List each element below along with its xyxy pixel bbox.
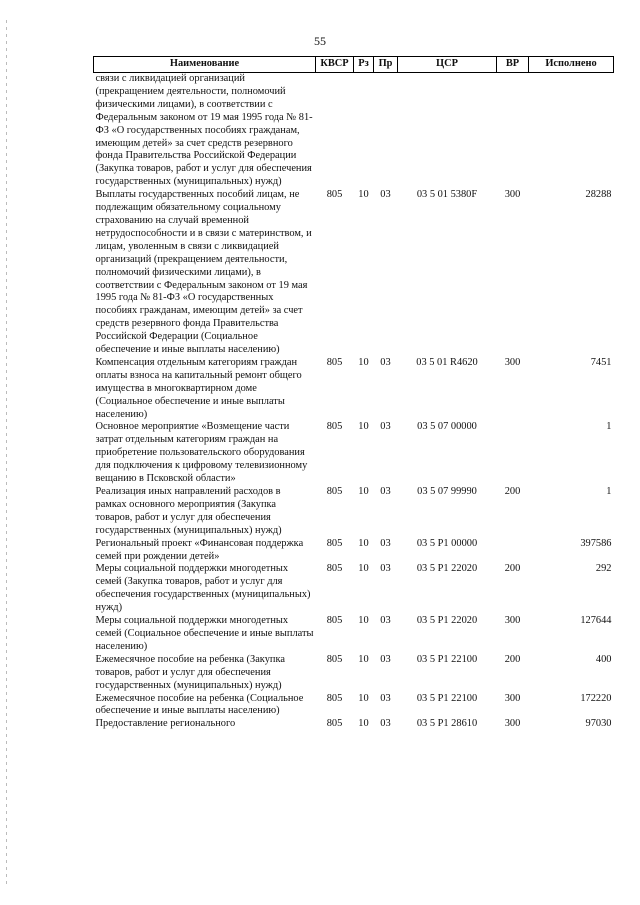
header-amount: Исполнено (529, 57, 614, 73)
cell-amount: 97030 (585, 718, 612, 730)
cell-amount: 127644 (580, 615, 612, 627)
table-row (94, 693, 614, 719)
table-row (94, 421, 614, 486)
cell-vr (497, 538, 529, 564)
page-number: 55 (314, 34, 326, 48)
cell-kvsr: 805 (326, 486, 343, 497)
cell-csr: 03 5 P1 22100 (416, 653, 478, 665)
cell-csr: 03 5 P1 22020 (416, 563, 478, 575)
cell-amount: 1 (606, 421, 612, 433)
cell-rz: 10 (358, 486, 369, 497)
cell-amount: 1 (606, 486, 612, 497)
cell-vr: 300 (504, 189, 521, 201)
cell-pr: 03 (380, 718, 391, 730)
cell-csr: 03 5 07 00000 (417, 421, 477, 433)
cell-rz (354, 73, 374, 190)
cell-vr: 200 (504, 563, 521, 575)
cell-kvsr: 805 (326, 563, 343, 575)
cell-csr: 03 5 P1 22020 (416, 615, 478, 627)
header-csr: ЦСР (398, 57, 497, 73)
cell-name: Региональный проект «Финансовая поддержка семей при рождении детей» (95, 537, 304, 562)
cell-name: Меры социальной поддержки многодетных семей (Закупка товаров, работ и услуг для обеспечения государственных (муниципальных) нужд) (95, 563, 311, 614)
cell-pr: 03 (380, 653, 391, 665)
cell-amount: 400 (595, 653, 612, 665)
header-rz: Рз (354, 57, 374, 73)
scan-edge (6, 20, 7, 885)
cell-amount: 397586 (580, 537, 612, 549)
cell-kvsr: 805 (326, 356, 343, 368)
cell-pr: 03 (380, 189, 391, 201)
cell-name: Основное мероприятие «Возмещение части затрат отдельным категориям граждан на приобретение пользовательского оборудования для подключения к цифровому телевизионному вещанию в Псковской области» (95, 421, 308, 485)
cell-csr: 03 5 01 5380F (416, 189, 478, 201)
cell-kvsr: 805 (326, 421, 343, 433)
cell-pr: 03 (380, 615, 391, 627)
cell-name: Ежемесячное пособие на ребенка (Социальное обеспечение и иные выплаты населению) (95, 692, 304, 717)
cell-rz: 10 (358, 189, 369, 201)
cell-name: Реализация иных направлений расходов в рамках основного мероприятия (Закупка товаров, работ и услуг для обеспечения государственных (муниципальных) нужд) (95, 486, 282, 536)
table-row (94, 357, 614, 422)
cell-name: Ежемесячное пособие на ребенка (Закупка товаров, работ и услуг для обеспечения государственных (муниципальных) нужд) (95, 653, 285, 691)
table-row (94, 615, 614, 654)
cell-kvsr: 805 (326, 537, 343, 549)
table-row (94, 189, 614, 357)
cell-rz: 10 (358, 421, 369, 433)
cell-vr: 200 (504, 653, 521, 665)
cell-name: Компенсация отдельным категориям граждан оплаты взноса на капитальный ремонт общего имущества в многоквартирном доме (Социальное обеспечение и иные выплаты населению) (95, 356, 302, 420)
cell-vr: 300 (504, 356, 521, 368)
cell-name: Меры социальной поддержки многодетных семей (Социальное обеспечение и иные выплаты населению) (95, 615, 314, 652)
cell-amount (529, 73, 614, 190)
cell-vr: 300 (504, 692, 521, 704)
table-row (94, 486, 614, 538)
header-vr: ВР (497, 57, 529, 73)
table-row (94, 563, 614, 615)
cell-kvsr: 805 (326, 718, 343, 730)
cell-rz: 10 (358, 692, 369, 704)
table-header-row (94, 57, 614, 73)
cell-rz: 10 (358, 563, 369, 575)
cell-rz: 10 (358, 615, 369, 627)
cell-kvsr: 805 (326, 692, 343, 704)
cell-vr: 200 (504, 486, 521, 497)
header-name: Наименование (94, 57, 316, 73)
cell-vr (497, 73, 529, 190)
cell-csr: 03 5 01 R4620 (416, 356, 478, 368)
header-pr: Пр (374, 57, 398, 73)
table-row (94, 73, 614, 190)
table-row (94, 654, 614, 693)
cell-vr: 300 (504, 718, 521, 730)
cell-amount: 292 (595, 563, 612, 575)
cell-pr: 03 (380, 356, 391, 368)
cell-rz: 10 (358, 537, 369, 549)
cell-rz: 10 (358, 718, 369, 730)
cell-pr: 03 (380, 421, 391, 433)
cell-name: Выплаты государственных пособий лицам, не подлежащим обязательному социальному страхованию на случай временной нетрудоспособности и в связи с материнством, и лицам, уволенным в связи с ликвидацией организаций (прекращением деятельности, полномочий физическими лицами), в соответствии с Федеральным законом от 19 мая 1995 года № 81-ФЗ «О государственных пособиях гражданам, имеющим детей» за счет средств резервного фонда Правительства Российской Федерации (Социальное обеспечение и иные выплаты населению) (95, 189, 312, 356)
cell-rz: 10 (358, 653, 369, 665)
budget-table (93, 56, 614, 731)
cell-name: Предоставление регионального (95, 718, 236, 730)
cell-csr: 03 5 P1 22100 (416, 692, 478, 704)
cell-vr (497, 421, 529, 486)
cell-pr: 03 (380, 537, 391, 549)
cell-amount: 172220 (580, 692, 612, 704)
cell-amount: 7451 (590, 356, 612, 368)
table-row (94, 538, 614, 564)
header-kvsr: КВСР (316, 57, 354, 73)
cell-pr: 03 (380, 563, 391, 575)
cell-csr: 03 5 07 99990 (417, 486, 477, 497)
cell-kvsr: 805 (326, 189, 343, 201)
cell-csr: 03 5 P1 00000 (416, 537, 478, 549)
cell-kvsr (316, 73, 354, 190)
cell-vr: 300 (504, 615, 521, 627)
cell-kvsr: 805 (326, 653, 343, 665)
cell-pr: 03 (380, 692, 391, 704)
cell-csr: 03 5 P1 28610 (416, 718, 478, 730)
cell-rz: 10 (358, 356, 369, 368)
cell-amount: 28288 (585, 189, 612, 201)
cell-kvsr: 805 (326, 615, 343, 627)
cell-name: связи с ликвидацией организаций (прекращением деятельности, полномочий физическими лицами), в соответствии с Федеральным законом от 19 мая 1995 года № 81-ФЗ «О государственных пособиях гражданам, имеющим детей» за счет средств резервного фонда Правительства Российской Федерации (Закупка товаров, работ и услуг для обеспечения государственных (муниципальных) нужд) (95, 73, 313, 188)
table-row (94, 718, 614, 731)
cell-csr (398, 73, 497, 190)
cell-pr (374, 73, 398, 190)
cell-pr: 03 (380, 486, 391, 497)
